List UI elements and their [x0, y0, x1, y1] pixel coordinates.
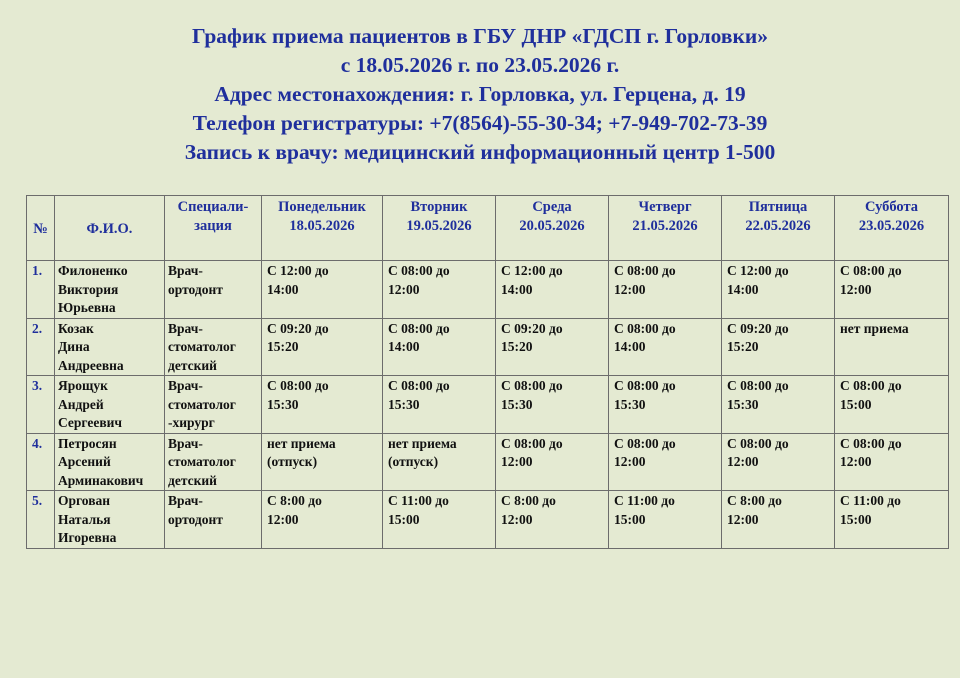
- work-hours: С 08:00 до 15:30: [727, 378, 789, 412]
- table-row: [27, 433, 949, 491]
- hours-cell-saturday: [835, 318, 949, 376]
- work-hours: С 08:00 до 15:30: [501, 378, 563, 412]
- column-header-name: Ф.И.О.: [55, 196, 165, 261]
- work-hours: С 08:00 до 12:00: [840, 263, 902, 297]
- hours-cell-thursday: [609, 491, 722, 549]
- schedule-header: [0, 22, 960, 167]
- hours-cell-friday: [722, 433, 835, 491]
- doctor-name-cell: [55, 376, 165, 434]
- hours-cell-monday: [262, 376, 383, 434]
- hours-cell-wednesday: [496, 433, 609, 491]
- appointment-info: Запись к врачу: медицинский информационный центр 1-500: [184, 140, 776, 164]
- day-date: 22.05.2026: [745, 217, 811, 234]
- clinic-address: Адрес местонахождения: г. Горловка, ул. Герцена, д. 19: [214, 82, 746, 106]
- hours-cell-wednesday: [496, 376, 609, 434]
- hours-cell-monday: [262, 318, 383, 376]
- doctor-name-cell: [55, 261, 165, 319]
- work-hours: С 08:00 до 15:30: [614, 378, 676, 412]
- column-header-tuesday: [383, 196, 496, 261]
- day-date: 19.05.2026: [406, 217, 472, 234]
- table-row: [27, 318, 949, 376]
- column-header-thursday: [609, 196, 722, 261]
- work-hours: С 12:00 до 14:00: [727, 263, 789, 297]
- work-hours: С 8:00 до 12:00: [267, 493, 322, 527]
- hours-cell-thursday: [609, 433, 722, 491]
- hours-cell-friday: [722, 376, 835, 434]
- column-header-specialization: [165, 196, 262, 261]
- hours-cell-saturday: [835, 376, 949, 434]
- doctor-specialization: Врач- ортодонт: [168, 263, 223, 297]
- hours-cell-tuesday: [383, 376, 496, 434]
- work-hours: С 11:00 до 15:00: [614, 493, 675, 527]
- work-hours: С 12:00 до 14:00: [267, 263, 329, 297]
- table-header-row: [27, 196, 949, 261]
- row-number: 5.: [27, 491, 55, 549]
- hours-cell-saturday: [835, 261, 949, 319]
- work-hours: С 11:00 до 15:00: [388, 493, 449, 527]
- day-date: 21.05.2026: [632, 217, 698, 234]
- table-row: [27, 491, 949, 549]
- day-date: 20.05.2026: [519, 217, 585, 234]
- row-number: 3.: [27, 376, 55, 434]
- work-hours: С 08:00 до 12:00: [614, 263, 676, 297]
- hours-cell-thursday: [609, 318, 722, 376]
- day-name: Понедельник: [278, 199, 366, 215]
- work-hours: С 12:00 до 14:00: [501, 263, 563, 297]
- work-hours: С 08:00 до 14:00: [388, 320, 450, 354]
- schedule-period: с 18.05.2026 г. по 23.05.2026 г.: [340, 53, 620, 77]
- work-hours: С 8:00 до 12:00: [727, 493, 782, 527]
- day-date: 18.05.2026: [289, 217, 355, 234]
- row-number: 4.: [27, 433, 55, 491]
- hours-cell-tuesday: [383, 261, 496, 319]
- hours-cell-tuesday: [383, 491, 496, 549]
- column-header-wednesday: [496, 196, 609, 261]
- day-name: Среда: [532, 199, 572, 215]
- hours-cell-tuesday: [383, 433, 496, 491]
- day-name: Суббота: [864, 199, 919, 215]
- hours-cell-monday: [262, 491, 383, 549]
- work-hours: нет приема (отпуск): [267, 435, 336, 469]
- hours-cell-saturday: [835, 433, 949, 491]
- specialization-cell: [165, 433, 262, 491]
- hours-cell-friday: [722, 261, 835, 319]
- schedule-table: [26, 195, 949, 549]
- hours-cell-friday: [722, 491, 835, 549]
- schedule-title: График приема пациентов в ГБУ ДНР «ГДСП г. Горловки»: [192, 24, 768, 48]
- hours-cell-thursday: [609, 376, 722, 434]
- work-hours: С 09:20 до 15:20: [727, 320, 789, 354]
- work-hours: С 08:00 до 15:30: [388, 378, 450, 412]
- column-header-spec-line2: зация: [194, 217, 232, 234]
- doctor-name: Оргован Наталья Игоревна: [58, 493, 117, 545]
- hours-cell-wednesday: [496, 261, 609, 319]
- day-name: Четверг: [638, 199, 692, 215]
- doctor-name: Петросян Арсений Арминакович: [58, 435, 144, 488]
- doctor-name: Козак Дина Андреевна: [58, 320, 124, 373]
- table-row: [27, 261, 949, 319]
- doctor-specialization: Врач- стоматолог детский: [168, 435, 236, 488]
- doctor-name: Филоненко Виктория Юрьевна: [58, 263, 128, 315]
- doctor-specialization: Врач- стоматолог -хирург: [168, 378, 236, 430]
- day-date: 23.05.2026: [858, 217, 925, 234]
- doctor-name-cell: [55, 491, 165, 549]
- work-hours: нет приема (отпуск): [388, 435, 457, 469]
- row-number: 2.: [27, 318, 55, 376]
- hours-cell-wednesday: [496, 318, 609, 376]
- doctor-specialization: Врач- стоматолог детский: [168, 320, 236, 373]
- specialization-cell: [165, 491, 262, 549]
- work-hours: С 8:00 до 12:00: [501, 493, 556, 527]
- work-hours: С 08:00 до 15:00: [840, 378, 902, 412]
- hours-cell-wednesday: [496, 491, 609, 549]
- work-hours: С 08:00 до 12:00: [614, 435, 676, 469]
- doctor-name-cell: [55, 318, 165, 376]
- work-hours: С 11:00 до 15:00: [840, 493, 901, 527]
- work-hours: С 09:20 до 15:20: [501, 320, 563, 354]
- day-name: Пятница: [748, 199, 808, 215]
- hours-cell-thursday: [609, 261, 722, 319]
- row-number: 1.: [27, 261, 55, 319]
- hours-cell-monday: [262, 433, 383, 491]
- work-hours: нет приема: [840, 320, 909, 336]
- hours-cell-friday: [722, 318, 835, 376]
- hours-cell-tuesday: [383, 318, 496, 376]
- column-header-spec-line1: Специали-: [177, 199, 249, 215]
- column-header-monday: [262, 196, 383, 261]
- doctor-specialization: Врач- ортодонт: [168, 493, 223, 527]
- work-hours: С 08:00 до 12:00: [501, 435, 563, 469]
- table-row: [27, 376, 949, 434]
- hours-cell-monday: [262, 261, 383, 319]
- work-hours: С 08:00 до 12:00: [727, 435, 789, 469]
- work-hours: С 08:00 до 12:00: [388, 263, 450, 297]
- day-name: Вторник: [410, 199, 468, 215]
- work-hours: С 09:20 до 15:20: [267, 320, 329, 354]
- work-hours: С 08:00 до 14:00: [614, 320, 676, 354]
- specialization-cell: [165, 376, 262, 434]
- specialization-cell: [165, 261, 262, 319]
- registry-phones: Телефон регистратуры: +7(8564)-55-30-34; +7-949-702-73-39: [192, 111, 768, 135]
- column-header-number: №: [27, 196, 55, 261]
- work-hours: С 08:00 до 12:00: [840, 435, 902, 469]
- work-hours: С 08:00 до 15:30: [267, 378, 329, 412]
- doctor-name-cell: [55, 433, 165, 491]
- column-header-saturday: [835, 196, 949, 261]
- column-header-friday: [722, 196, 835, 261]
- specialization-cell: [165, 318, 262, 376]
- hours-cell-saturday: [835, 491, 949, 549]
- doctor-name: Ярощук Андрей Сергеевич: [58, 378, 123, 430]
